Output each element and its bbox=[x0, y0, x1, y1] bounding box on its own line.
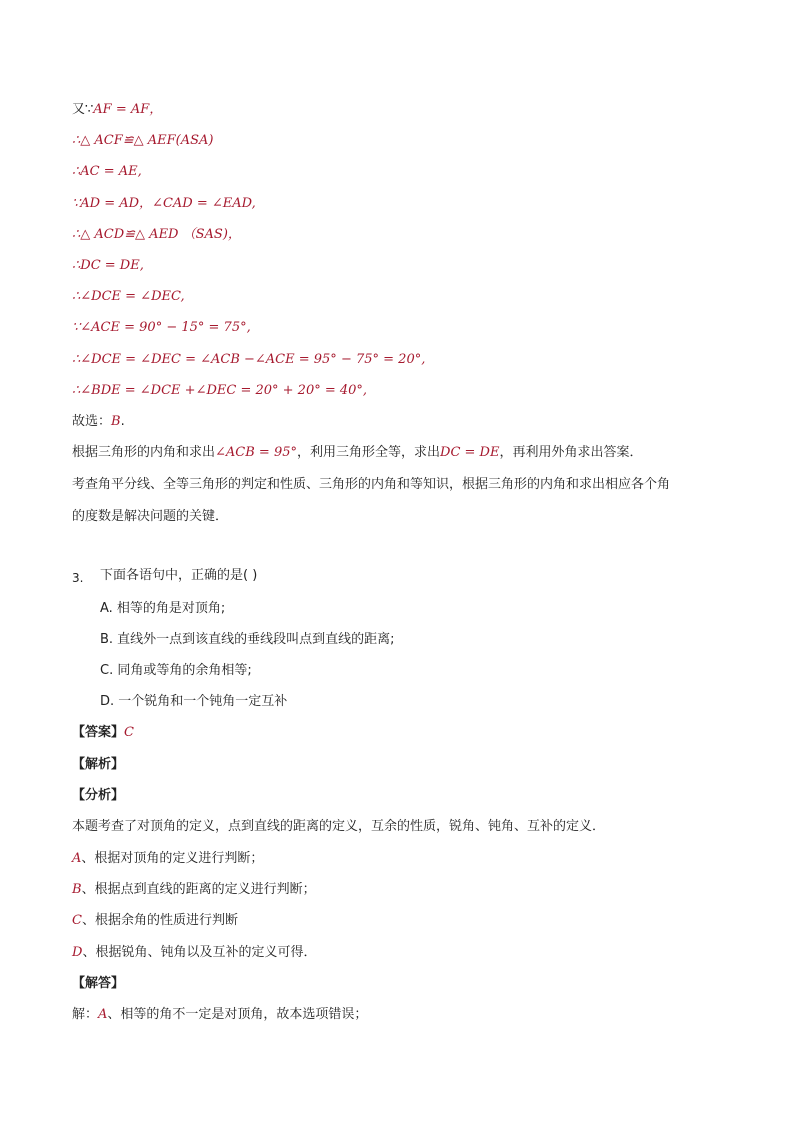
jiexi-label: 【解析】 bbox=[72, 757, 125, 772]
punct: ， bbox=[149, 102, 163, 117]
answer-label: 【答案】 bbox=[72, 725, 125, 740]
text: 又∵ bbox=[72, 102, 94, 117]
proof-line-1 bbox=[72, 100, 162, 120]
letter: D bbox=[72, 945, 83, 960]
proof-line-10: ∴∠BDE = ∠DCE +∠DEC = 20° + 20° = 40°, bbox=[72, 383, 368, 398]
math: B bbox=[111, 414, 121, 429]
proof-line-3: ∴AC = AE, bbox=[72, 164, 142, 179]
math: DC = DE bbox=[440, 445, 500, 460]
text: 、根据锐角、钝角以及互补的定义可得． bbox=[82, 945, 317, 960]
text: 根据三角形的内角和求出 bbox=[72, 445, 216, 460]
summary-line-2: 考查角平分线、全等三角形的判定和性质、三角形的内角和等知识，根据三角形的内角和求出相应各个角 bbox=[72, 477, 671, 492]
analysis-item-a bbox=[72, 849, 263, 869]
answer-line bbox=[72, 723, 134, 743]
text: 解： bbox=[72, 1007, 99, 1022]
proof-line-5: ∴△ ACD≌△ AED （SAS)， bbox=[72, 227, 241, 242]
proof-line-8: ∵∠ACE = 90° − 15° = 75°, bbox=[72, 320, 251, 335]
summary-line-1 bbox=[72, 443, 642, 463]
math: AF = AF bbox=[93, 102, 150, 117]
choose-line bbox=[72, 412, 125, 432]
proof-line-7: ∴∠DCE = ∠DEC, bbox=[72, 289, 185, 304]
text: 、根据余角的性质进行判断 bbox=[81, 913, 238, 928]
proof-line-6: ∴DC = DE, bbox=[72, 258, 144, 273]
analysis-item-c bbox=[72, 911, 238, 931]
letter: C bbox=[72, 913, 82, 928]
option-b: B. 直线外一点到该直线的垂线段叫点到直线的距离; bbox=[100, 632, 395, 647]
letter: B bbox=[72, 882, 82, 897]
text: 、相等的角不一定是对顶角，故本选项错误； bbox=[107, 1007, 368, 1022]
math: ∠ACB = 95° bbox=[215, 445, 297, 460]
question-stem: 下面各语句中，正确的是( ) bbox=[100, 568, 258, 583]
text: 故选： bbox=[72, 414, 112, 429]
proof-line-4: ∵AD = AD，∠CAD = ∠EAD, bbox=[72, 196, 256, 211]
option-c: C. 同角或等角的余角相等; bbox=[100, 663, 252, 678]
option-a: A. 相等的角是对顶角; bbox=[100, 601, 226, 616]
text: ，利用三角形全等，求出 bbox=[297, 445, 441, 460]
summary-line-3: 的度数是解决问题的关键． bbox=[72, 509, 229, 524]
proof-line-9: ∴∠DCE = ∠DEC = ∠ACB −∠ACE = 95° − 75° = 20°, bbox=[72, 352, 426, 367]
solution-line bbox=[72, 1005, 367, 1025]
fenxi-label: 【分析】 bbox=[72, 788, 125, 803]
text: . bbox=[120, 414, 125, 429]
letter: A bbox=[98, 1007, 108, 1022]
letter: A bbox=[72, 851, 82, 866]
text: 、根据对顶角的定义进行判断； bbox=[81, 851, 264, 866]
answer-value: C bbox=[124, 725, 134, 740]
text: 、根据点到直线的距离的定义进行判断； bbox=[81, 882, 316, 897]
analysis-item-b bbox=[72, 880, 316, 900]
analysis-item-d bbox=[72, 943, 316, 963]
proof-line-2: ∴△ ACF≌△ AEF(ASA) bbox=[72, 133, 214, 148]
fenxi-text: 本题考查了对顶角的定义，点到直线的距离的定义，互余的性质，锐角、钝角、互补的定义． bbox=[72, 819, 606, 834]
text: ，再利用外角求出答案． bbox=[499, 445, 643, 460]
option-d: D. 一个锐角和一个钝角一定互补 bbox=[100, 694, 288, 709]
question-number: 3. bbox=[72, 571, 84, 585]
jieda-label: 【解答】 bbox=[72, 976, 125, 991]
